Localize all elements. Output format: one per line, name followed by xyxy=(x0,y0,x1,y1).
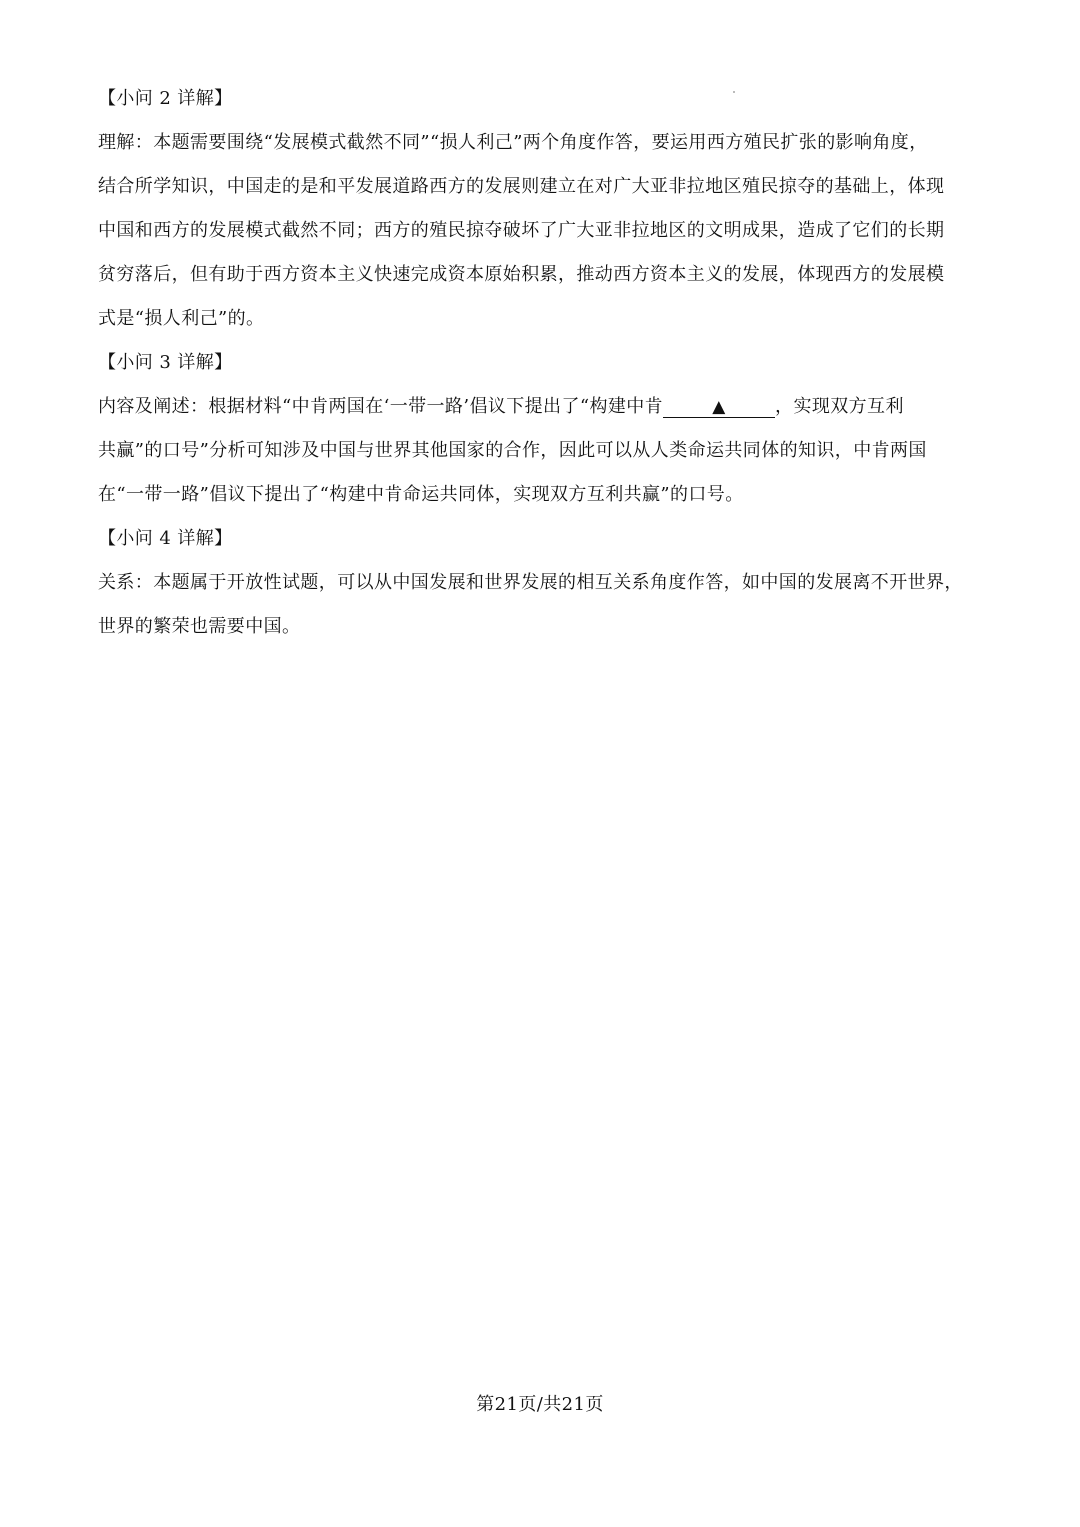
line-text-before-blank: 内容及阐述：根据材料“中肯两国在‘一带一路’倡议下提出了“构建中肯 xyxy=(98,396,664,417)
paragraph-line: 式是“损人利己”的。 xyxy=(98,308,265,329)
triangle-marker-icon: ▲ xyxy=(712,397,726,417)
paragraph-line: 贫穷落后，但有助于西方资本主义快速完成资本原始积累，推动西方资本主义的发展，体现西方的发展模 xyxy=(98,264,945,285)
section-heading-q3: 【小问 3 详解】 xyxy=(98,352,233,373)
section-body-q2 xyxy=(98,132,982,330)
paragraph-line: 世界的繁荣也需要中国。 xyxy=(98,616,301,637)
line-text-after-blank: ，实现双方互利 xyxy=(775,396,904,417)
section-body-q4 xyxy=(98,572,982,638)
paragraph-line: 在“一带一路”倡议下提出了“构建中肯命运共同体，实现双方互利共赢”的口号。 xyxy=(98,484,744,505)
paragraph-line: 关系：本题属于开放性试题，可以从中国发展和世界发展的相互关系角度作答，如中国的发展离不开世界， xyxy=(98,572,963,593)
paragraph-line: 中国和西方的发展模式截然不同；西方的殖民掠夺破坏了广大亚非拉地区的文明成果，造成了它们的长期 xyxy=(98,220,945,241)
section-body-q3 xyxy=(98,396,982,506)
paragraph-line: 理解：本题需要围绕“发展模式截然不同”“损人利己”两个角度作答，要运用西方殖民扩张的影响角度， xyxy=(98,132,928,153)
answer-content xyxy=(98,88,982,660)
paragraph-line-with-blank xyxy=(98,396,982,418)
page-number-footer: 第21页/共21页 xyxy=(476,1394,604,1415)
section-heading-q4: 【小问 4 详解】 xyxy=(98,528,233,549)
paragraph-line: 结合所学知识，中国走的是和平发展道路西方的发展则建立在对广大亚非拉地区殖民掠夺的基础上，体现 xyxy=(98,176,945,197)
fill-in-blank xyxy=(663,397,775,418)
section-heading-q2: 【小问 2 详解】 xyxy=(98,88,233,109)
paragraph-line: 共赢”的口号”分析可知涉及中国与世界其他国家的合作，因此可以从人类命运共同体的知识，中肯两国 xyxy=(98,440,927,461)
